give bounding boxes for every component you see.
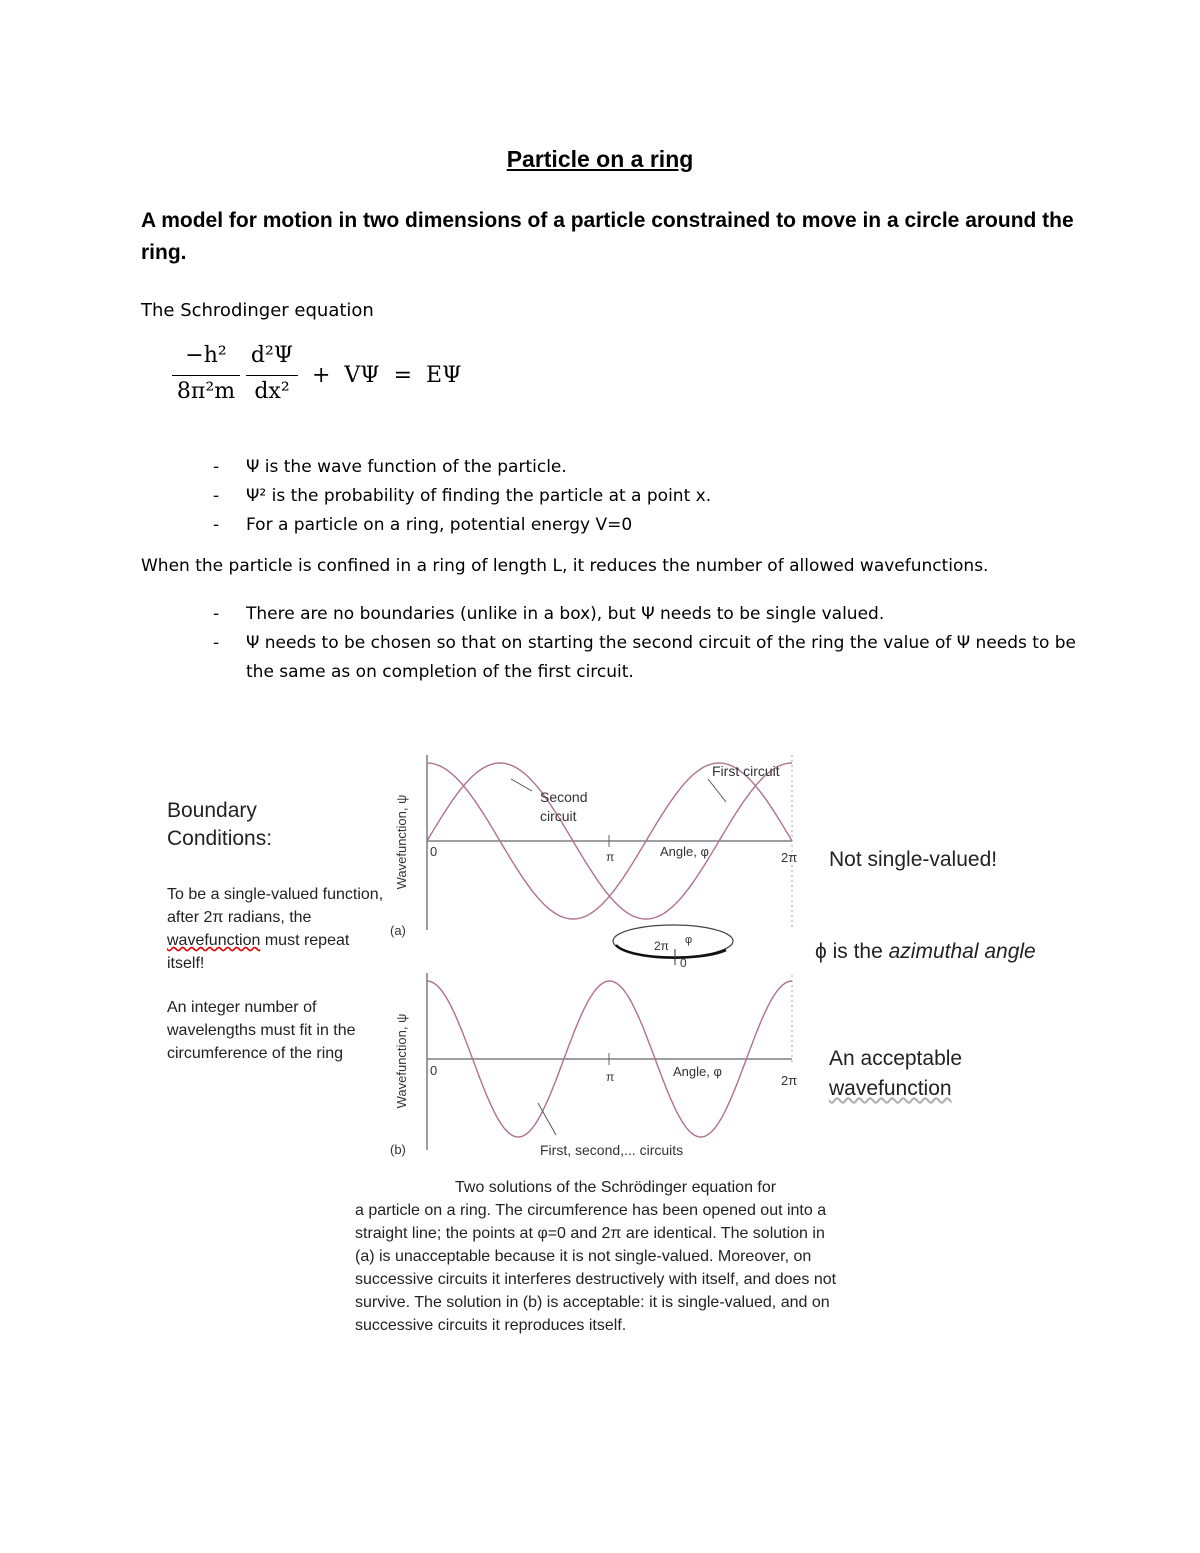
eq-rest: + VΨ = EΨ <box>312 363 462 388</box>
list-item: - Ψ is the wave function of the particle. <box>213 457 567 477</box>
eq-num1: −h² <box>185 343 227 368</box>
tick-pi-label-a: π <box>606 850 615 864</box>
boundary-conditions-heading: Boundary Conditions: <box>167 799 273 850</box>
tick-two-pi-a: 2π <box>781 850 798 865</box>
page-title: Particle on a ring <box>506 146 694 172</box>
list-item: - There are no boundaries (unlike in a box), but Ψ needs to be single valued. <box>213 604 885 624</box>
wavefunction-figure <box>370 745 830 1165</box>
equation <box>172 343 492 413</box>
ring-zero-label: 0 <box>680 956 687 970</box>
boundary-conditions-text-1: To be a single-valued function, after 2π radians, the wavefunction must repeat itself! <box>167 886 384 972</box>
ylabel-a: Wavefunction, ψ <box>394 794 409 890</box>
confined-text: When the particle is confined in a ring of length L, it reduces the number of allowed wavefunctions. <box>141 556 989 576</box>
tick-pi-label-b: π <box>606 1070 615 1084</box>
eq-den1: 8π²m <box>176 379 236 404</box>
azimuthal-angle-label: ϕ is the azimuthal angle <box>815 940 1036 963</box>
figure-caption: Two solutions of the Schrödinger equation for a particle on a ring. The circumference has been opened out into a straight line; the points at φ=0 and 2π are identical. The solution in (a) is unacceptable because it is not single-valued. Moreover, on successive circuits it interferes destructively with itself, and does not survive. The solution in (b) is acceptable: it is single-valued, and on successive circuits it reproduces itself. <box>355 1179 837 1334</box>
second-circuit-pointer <box>511 779 532 791</box>
list-item: - Ψ² is the probability of finding the particle at a point x. <box>213 486 712 506</box>
first-circuit-pointer <box>708 779 726 802</box>
ring-two-pi-label: 2π <box>654 939 669 953</box>
ring-front-arc <box>616 945 726 958</box>
list-item: - Ψ needs to be chosen so that on starting the second circuit of the ring the value of Ψ needs to be the same as on completion of the first circuit. <box>213 633 1077 682</box>
second-circuit-label-1: Second <box>540 789 588 805</box>
boundary-conditions-text-2: An integer number of wavelengths must fit in the circumference of the ring <box>167 999 356 1062</box>
tick-zero-a: 0 <box>430 844 438 859</box>
all-circuits-pointer <box>538 1103 556 1135</box>
bullet-list-2 <box>213 600 1093 687</box>
panel-label-a: (a) <box>390 923 406 938</box>
schrodinger-label: The Schrodinger equation <box>141 300 374 321</box>
ylabel-b: Wavefunction, ψ <box>394 1013 409 1109</box>
intro-text: A model for motion in two dimensions of a particle constrained to move in a circle around the ring. <box>141 209 1074 264</box>
second-circuit-label-2: circuit <box>540 808 577 824</box>
bullet-list-1 <box>213 453 1093 540</box>
xlabel-a: Angle, φ <box>660 844 709 859</box>
tick-two-pi-b: 2π <box>781 1073 798 1088</box>
list-item: - For a particle on a ring, potential energy V=0 <box>213 515 633 535</box>
acceptable-wavefunction-label: An acceptable wavefunction <box>829 1047 963 1100</box>
eq-den2: dx² <box>254 379 290 404</box>
all-circuits-label: First, second,... circuits <box>540 1142 684 1158</box>
tick-zero-b: 0 <box>430 1063 438 1078</box>
xlabel-b: Angle, φ <box>673 1064 722 1079</box>
eq-num2: d²Ψ <box>250 343 294 368</box>
ring-phi-label: φ <box>685 934 693 946</box>
panel-label-b: (b) <box>390 1142 406 1157</box>
not-single-valued-label: Not single-valued! <box>829 848 998 871</box>
first-circuit-label: First circuit <box>712 763 780 779</box>
